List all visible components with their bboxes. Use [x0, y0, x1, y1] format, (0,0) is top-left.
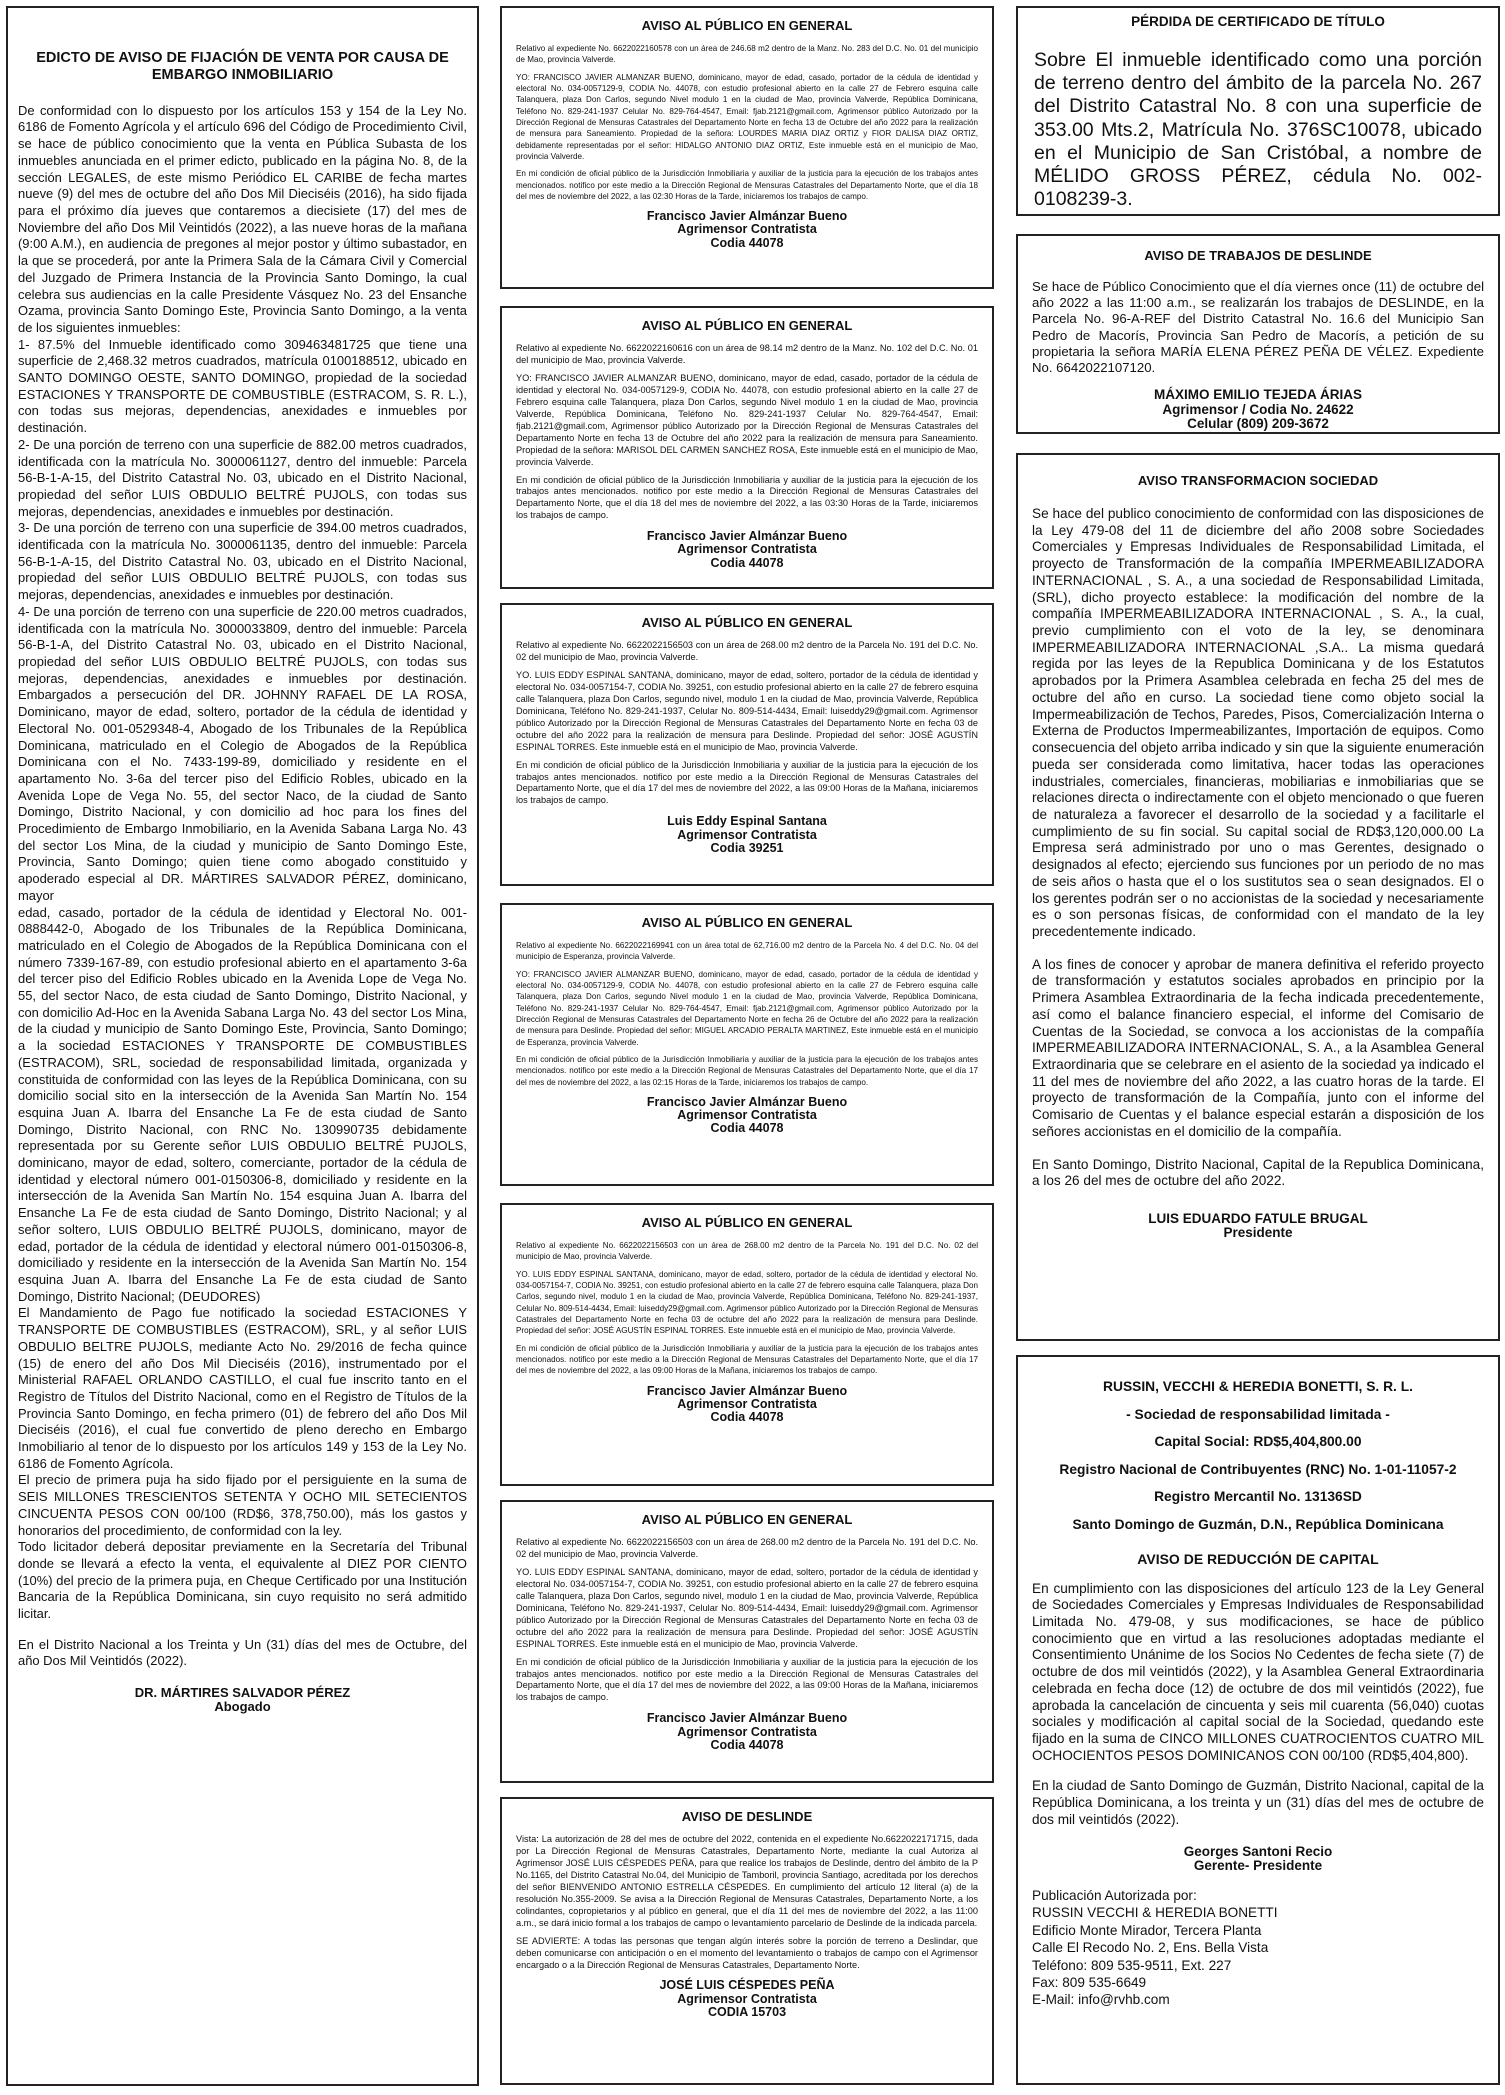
aviso-body	[516, 1834, 978, 1971]
edicto-paragraph: Todo licitador deberá depositar previamente en la Secretaría del Tribunal donde se llevará a efecto la venta, el equivalente al DIEZ POR CIENTO (10%) del precio de la primera puja, en Cheque Certificado por una Institución Bancaria de la República Dominicana, sin cuyo requisito no será admitido licitar.	[18, 1539, 467, 1622]
aviso-title: AVISO DE DESLINDE	[681, 1809, 813, 1824]
transformacion-paragraph: A los fines de conocer y aprobar de manera definitiva el referido proyecto de transformación y estatutos sociales aprobados en principio por la Primera Asamblea Extraordinaria de la fecha indicada precedentemente, así como el balance financiero especial, el informe del Comisario de Cuentas de la Sociedad, se convoca a los accionistas de la compañía IMPERMEABILIZADORA INTERNACIONAL, S. A., a la Asamblea General Extraordinaria que se celebrare en el asiento de la sociedad ya indicado el 11 del mes de noviembre del año 2022, a las cuatro horas de la tarde. El proyecto de transformación de la Compañía, junto con el informe del Comisario de Cuentas y el balance especial estarán a disposición de los señores accionistas en el domicilio de la compañía.	[1032, 956, 1484, 1139]
aviso-title: AVISO AL PÚBLICO EN GENERAL	[641, 318, 853, 333]
aviso-publico-6	[500, 1500, 994, 1783]
signer-name: LUIS EDUARDO FATULE BRUGAL	[1148, 1211, 1368, 1227]
aviso-paragraph: YO: FRANCISCO JAVIER ALMANZAR BUENO, dominicano, mayor de edad, casado, portador de la cédula de identidad y electoral No. 034-0057129-9, CODIA No. 44078, con estudio profesional abierto en la calle 27 de Febrero esquina calle Talanquera, plaza Don Carlos, segundo Nivel modulo 1 en la ciudad de Mao, provincia Valverde, República Dominicana, Teléfono No. 829-241-1937 Celular No. 829-764-4547, Email: fjab.2121@gmail.com, Agrimensor público Autorizado por la Dirección Regional de Mensuras Catastrales del Departamento Norte en fecha 13 de Octubre del año 2022 para la realización de mensura para Saneamiento. Propiedad de la señora: LOURDES MARIA DIAZ ORTIZ y FIOR DALISA DIAZ ORTIZ, debidamente representadas por el señor: HIDALGO ANTONIO DIAZ ORTIZ, Este inmueble está en el municipio de Mao, provincia Valverde.	[516, 72, 978, 161]
signer-role: Agrimensor Contratista	[677, 1724, 817, 1739]
edicto-title: EDICTO DE AVISO DE FIJACIÓN DE VENTA POR CAUSA DE EMBARGO INMOBILIARIO	[36, 50, 449, 84]
aviso-signature	[516, 1712, 978, 1751]
signer-name: Francisco Javier Almánzar Bueno	[646, 1383, 848, 1398]
reduccion-title: AVISO DE REDUCCIÓN DE CAPITAL	[1137, 1550, 1379, 1567]
aviso-paragraph: Relativo al expediente No. 6622022156503 con un área de 268.00 m2 dentro de la Parcela No. 191 del D.C. No. 02 del municipio de Mao, provincia Valverde.	[516, 640, 978, 662]
edicto-notice	[6, 6, 479, 2086]
aviso-title: AVISO AL PÚBLICO EN GENERAL	[641, 915, 853, 930]
signer-codia: Codia 44078	[710, 1737, 784, 1752]
signer-role: Agrimensor Contratista	[677, 1396, 817, 1411]
signer-role: Agrimensor Contratista	[677, 1991, 817, 2006]
signer-codia: CODIA 15703	[707, 2004, 787, 2019]
signer-name: Francisco Javier Almánzar Bueno	[646, 209, 848, 224]
aviso-signature	[516, 530, 978, 569]
reduccion-paragraph: En la ciudad de Santo Domingo de Guzmán, Distrito Nacional, capital de la República Dominicana, a los treinta y un (31) días del mes de octubre de dos mil veintidós (2022).	[1032, 1778, 1484, 1827]
aviso-title: AVISO AL PÚBLICO EN GENERAL	[641, 1215, 853, 1230]
transformacion-paragraph: En Santo Domingo, Distrito Nacional, Capital de la Republica Dominicana, a los 26 del mes de octubre del año 2022.	[1032, 1156, 1484, 1189]
company-name: RUSSIN, VECCHI & HEREDIA BONETTI, S. R. L.	[1103, 1379, 1413, 1394]
signer-name: Luis Eddy Espinal Santana	[667, 814, 827, 829]
aviso-publico-2	[500, 306, 994, 589]
aviso-signature	[516, 210, 978, 249]
aviso-body	[516, 1240, 978, 1377]
aviso-deslinde	[500, 1797, 994, 2085]
aviso-trabajos-deslinde	[1016, 234, 1500, 434]
edicto-signature	[18, 1686, 467, 1713]
company-registry: Registro Mercantil No. 13136SD	[1154, 1489, 1362, 1505]
company-type: - Sociedad de responsabilidad limitada -	[1126, 1406, 1390, 1422]
aviso-publico-3	[500, 603, 994, 886]
aviso-body	[516, 640, 978, 807]
signer-name: Francisco Javier Almánzar Bueno	[646, 1094, 848, 1109]
signer-codia: Codia 44078	[710, 555, 784, 570]
aviso-signature	[516, 1096, 978, 1135]
signer-role: Agrimensor Contratista	[677, 827, 817, 842]
aviso-body	[516, 1537, 978, 1704]
company-rnc: Registro Nacional de Contribuyentes (RNC) No. 1-01-11057-2	[1059, 1461, 1457, 1477]
aviso-body	[516, 43, 978, 202]
signer-role: Presidente	[1223, 1225, 1293, 1241]
perdida-certificado	[1016, 6, 1500, 216]
deslinde-text: Se hace de Público Conocimiento que el día viernes once (11) de octubre del año 2022 a las 11:00 a.m., se realizarán los trabajos de DESLINDE, en la Parcela No. 96-A-REF del Distrito Catastral No. 16.6 del Municipio San Pedro de Macorís, Provincia San Pedro de Macorís, a petición de su propietaria la señora MARÍA ELENA PÉREZ PEÑA DE VÉLEZ. Expediente No. 6642022107120.	[1032, 279, 1484, 376]
aviso-reduccion-capital	[1016, 1355, 1500, 2085]
edicto-paragraph: De conformidad con lo dispuesto por los artículos 153 y 154 de la Ley No. 6186 de Fomento Agrícola y el artículo 696 del Código de Procedimiento Civil, se hace de público conocimiento que la venta en Pública Subasta de los inmuebles anunciada en el primer edicto, publicado en la página No. 8, de la sección LEGALES, de este mismo Periódico EL CARIBE de fecha martes nueve (9) del mes de octubre del año Dos Mil Dieciséis (2016), ha sido fijada para el próximo día jueves que contaremos a diecisiete (17) del mes de Noviembre del año Dos Mil Veintidós (2022), a las nueve horas de la mañana (9:00 A.M.), en audiencia de pregones al mejor postor y último subastador, en la que se procederá, por ante la Primera Sala de la Cámara Civil y Comercial del Juzgado de Primera Instancia de la Provincia Santo Domingo, la cual celebra sus audiencias en la calle Presidente Vásquez No. 23 del Ensanche Ozama, provincia Santo Domingo Este, Provincia Santo Domingo, a la venta de los siguientes inmuebles:	[18, 102, 467, 335]
edicto-paragraph: El precio de primera puja ha sido fijado por el persiguiente en la suma de SEIS MILLONES TRESCIENTOS SETENTA Y OCHO MIL SETECIENTOS CINCUENTA PESOS CON 00/100 (RD$6, 378,750.00), más los gastos y honorarios del procedimiento, de conformidad con la ley.	[18, 1472, 467, 1538]
aviso-body	[516, 343, 978, 522]
aviso-signature	[516, 1979, 978, 2018]
aviso-signature	[516, 815, 978, 854]
footer-line: Fax: 809 535-6649	[1032, 1974, 1147, 1990]
transformacion-signature	[1032, 1212, 1484, 1240]
aviso-paragraph: En mi condición de oficial público de la Jurisdicción Inmobiliaria y auxiliar de la justicia para la ejecución de los trabajos antes mencionados. notifico por este medio a la Dirección Regional de Mensuras Catastrales del Departamento Norte, que el día 18 del mes de noviembre del 2022, a las 02:30 Horas de la Tarde, iniciaremos los trabajos de campo.	[516, 169, 978, 201]
reduccion-body	[1032, 1581, 1484, 1829]
signer-phone: Celular (809) 209-3672	[1187, 415, 1329, 431]
edicto-paragraph: 1- 87.5% del Inmueble identificado como 309463481725 que tiene una superficie de 2,468.32 metros cuadrados, matrícula 0100188512, ubicado en SANTO DOMINGO OESTE, SANTO DOMINGO, propiedad de la sociedad ESTACIONES Y TRANSPORTE DE COMBUSTIBLE (ESTRACOM, S. R. L.), con todas sus mejoras, dependencias, anexidades e inmuebles por destinación.	[18, 336, 467, 436]
aviso-title: AVISO AL PÚBLICO EN GENERAL	[641, 615, 853, 630]
aviso-paragraph: Relativo al expediente No. 6622022160578 con un área de 246.68 m2 dentro de la Manz. No. 283 del D.C. No. 01 del municipio de Mao, provincia Valverde.	[516, 44, 978, 65]
aviso-paragraph: En mi condición de oficial público de la Jurisdicción Inmobiliaria y auxiliar de la justicia para la ejecución de los trabajos antes mencionados. notifico por este medio a la Dirección Regional de Mensuras Catastrales del Departamento Norte, que el día 17 del mes de noviembre del 2022, a las 09:00 Horas de la Mañana, iniciaremos los trabajos de campo.	[516, 1656, 978, 1703]
aviso-paragraph: En mi condición de oficial público de la Jurisdicción Inmobiliaria y auxiliar de la justicia para la ejecución de los trabajos antes mencionados. notifico por este medio a la Dirección Regional de Mensuras Catastrales del Departamento Norte, que el día 18 del mes de noviembre del 2022, a las 03:30 Horas de la Tarde, iniciaremos los trabajos de campo.	[516, 474, 978, 521]
aviso-title: AVISO AL PÚBLICO EN GENERAL	[641, 18, 853, 33]
signer-codia: Codia 44078	[710, 235, 784, 250]
aviso-paragraph: YO. LUIS EDDY ESPINAL SANTANA, dominicano, mayor de edad, soltero, portador de la cédula de identidad y electoral No. 034-0057154-7, CODIA No. 39251, con estudio profesional abierto en la calle 27 de febrero esquina calle Talanquera, plaza Don Carlos, segundo nivel, modulo 1 en la ciudad de Mao, provincia Valverde, República Dominicana, Teléfono No. 829-241-1937, Celular No. 809-514-4434, Email: luiseddy29@gmail.com. Agrimensor público Autorizado por la Dirección Regional de Mensuras Catastrales del Departamento Norte en fecha 03 de octubre del año 2022 para la realización de mensura para Deslinde. Propiedad del señor: JOSÉ AGUSTÍN ESPINAL TORRES. Este inmueble está en el municipio de Mao, provincia Valverde.	[516, 1566, 978, 1649]
transformacion-paragraph: Se hace del publico conocimiento de conformidad con las disposiciones de la Ley 479-08 del 11 de diciembre del año 2008 sobre Sociedades Comerciales y Empresas Individuales de Responsabilidad Limitada, el proyecto de Transformación de la compañía IMPERMEABILIZADORA INTERNACIONAL , S. A., a una sociedad de Responsabilidad Limitada, (SRL), dicho proyecto establece: la modificación del nombre de la compañía IMPERMEABILIZADORA INTERNACIONAL , S. A., la cual, previo cumplimiento con el voto de la ley, se denominara IMPERMEABILIZADORA INTERNACIONAL ,S.A.. La misma quedará regida por las leyes de la Republica Dominicana y de los Estatutos aprobados por la Primera Asamblea celebrada en fecha 25 del mes de octubre del año en curso. La sociedad tiene como objeto social la Impermeabilización de Techos, Paredes, Pisos, Comercialización Interna o Externa de Productos Impermeabilizantes, Importación de equipos. Como consecuencia del objeto arriba indicado y sin que la siguiente enumeración pueda ser considerada como limitativa, hacer todas las operaciones industriales, comerciales, financieras, mobiliarias e inmobiliarias que se relaciones directa o indirectamente con el objeto mencionado o que fueren de naturaleza a favorecer el desarrollo de la sociedad y a facilitarle el cumplimiento de su fin social. Su capital social de RD$3,120,000.00 La Empresa será administrado por uno o mas Gerentes, designado o designados al efecto; ejerciendo sus funciones por un periodo de no mas de seis años o hasta que el o los sustitutos sea o sean designados. El o los gerentes podrán ser o no accionistas de la sociedad y necesariamente es o son personas físicas, de conformidad con el mandato de la ley precedentemente indicado.	[1032, 506, 1484, 939]
aviso-body	[516, 940, 978, 1088]
aviso-publico-5	[500, 1203, 994, 1486]
signer-role: Gerente- Presidente	[1193, 1857, 1323, 1873]
aviso-paragraph: YO: FRANCISCO JAVIER ALMANZAR BUENO, dominicano, mayor de edad, casado, portador de la cédula de identidad y electoral No. 034-0057129-9, CODIA No. 44078, con estudio profesional abierto en la calle 27 de Febrero esquina calle Talanquera, plaza Don Carlos, segundo Nivel modulo 1 en la ciudad de Mao, provincia Valverde, República Dominicana, Teléfono No. 829-241-1937 Celular No. 829-764-4547, Email: fjab.2121@gmail.com, Agrimensor público Autorizado por la Dirección Regional de Mensuras Catastrales del Departamento Norte en fecha 26 de Octubre del año 2022 para la realización de mensura para Deslinde. Propiedad del señor: MIGUEL ARCADIO PERALTA MARTINEZ, Este inmueble está en el municipio de Esperanza, provincia Valverde.	[516, 969, 978, 1047]
aviso-paragraph: En mi condición de oficial público de la Jurisdicción Inmobiliaria y auxiliar de la justicia para la ejecución de los trabajos antes mencionados. notifico por este medio a la Dirección Regional de Mensuras Catastrales del Departamento Norte, que el día 17 del mes de noviembre del 2022, a las 09:00 Horas de la Mañana, iniciaremos los trabajos de campo.	[516, 759, 978, 806]
aviso-paragraph: Vista: La autorización de 28 del mes de octubre del 2022, contenida en el expediente No.6622022171715, dada por La Dirección Regional de Mensuras Catastrales, Departamento Norte, mediante la cual Autoriza al Agrimensor JOSÉ LUIS CÉSPEDES PEÑA, para que realice los trabajos de Deslinde, dentro del ámbito de la P No.1165, del Distrito Catastral No.04, del Municipio de Tamboril, provincia Santiago, acreditada por los derechos del señor BIENVENIDO ANTONIO ESTRELLA CÉSPEDES. En cumplimiento del artículo 12 literal (a) de la resolución No.355-2009. Se avisa a la Dirección Regional de Mensuras Catastrales, Departamento Norte, a los colindantes, copropietarios y al público en general, que el día 11 del mes de noviembre del 2022, a las 11:00 a.m., se dará inicio formal a los trabajos de campo o levantamiento parcelario de Deslinde de la indicada parcela.	[516, 1834, 978, 1928]
footer-line: Edificio Monte Mirador, Tercera Planta	[1032, 1922, 1262, 1938]
signer-name: Francisco Javier Almánzar Bueno	[646, 529, 848, 544]
edicto-paragraph: 2- De una porción de terreno con una superficie de 882.00 metros cuadrados, identificada con la matrícula No. 3000061127, dentro del inmueble: Parcela 56-B-1-A-15, del Distrito Catastral No. 03, ubicado en el Distrito Nacional, propiedad del señor LUIS OBDULIO BELTRÉ PUJOLS, con todas sus mejoras, dependencias, anexidades e inmuebles por destinación.	[18, 436, 467, 519]
aviso-paragraph: Relativo al expediente No. 6622022169941 con un área total de 62,716.00 m2 dentro de la Parcela No. 4 del D.C. No. 04 del municipio de Esperanza, provincia Valverde.	[516, 941, 978, 962]
aviso-signature	[516, 1385, 978, 1424]
aviso-title: AVISO AL PÚBLICO EN GENERAL	[641, 1512, 853, 1527]
publication-info	[1032, 1887, 1484, 2009]
transformacion-title: AVISO TRANSFORMACION SOCIEDAD	[1137, 473, 1379, 488]
aviso-paragraph: Relativo al expediente No. 6622022156503 con un área de 268.00 m2 dentro de la Parcela No. 191 del D.C. No. 02 del municipio de Mao, provincia Valverde.	[516, 1241, 978, 1262]
edicto-paragraph: El Mandamiento de Pago fue notificado la sociedad ESTACIONES Y TRANSPORTE DE COMBUSTIBLES (ESTRACOM), SRL, y al señor LUIS OBDULIO BELTRE PUJOLS, mediante Acto No. 29/2016 de fecha quince (15) de enero del año Dos Mil Dieciséis (2016), instrumentado por el Ministerial RAFAEL ORLANDO CASTILLO, el cual fue inscrito tanto en el Registro de Títulos del Distrito Nacional, como en el Registro de Títulos de la Provincia Santo Domingo, en fecha primero (01) de febrero del año Dos Mil Dieciséis (2016), el cual fue convertido de pleno derecho en Embargo Inmobiliario al tenor de lo dispuesto por los artículos 149 y 153 de la Ley No. 6186 de Fomento Agrícola.	[18, 1305, 467, 1471]
edicto-closing: En el Distrito Nacional a los Treinta y Un (31) días del mes de Octubre, del año Dos Mil Veintidós (2022).	[18, 1636, 467, 1669]
signer-role: Agrimensor Contratista	[677, 1108, 817, 1123]
perdida-text: Sobre El inmueble identificado como una porción de terreno dentro del ámbito de la parcela No. 267 del Distrito Catastral No. 8 con una superficie de 353.00 Mts.2, Matrícula No. 376SC10078, ubicado en el Municipio de San Cristóbal, a nombre de MÉLIDO GROSS PÉREZ, cédula No. 002-0108239-3.	[1034, 49, 1482, 211]
aviso-paragraph: Relativo al expediente No. 6622022156503 con un área de 268.00 m2 dentro de la Parcela No. 191 del D.C. No. 02 del municipio de Mao, provincia Valverde.	[516, 1537, 978, 1559]
aviso-paragraph: En mi condición de oficial público de la Jurisdicción Inmobiliaria y auxiliar de la justicia para la ejecución de los trabajos antes mencionados. notifico por este medio a la Dirección Regional de Mensuras Catastrales del Departamento Norte, que el día 17 del mes de noviembre del 2022, a las 09:00 Horas de la Mañana, iniciaremos los trabajos de campo.	[516, 1343, 978, 1376]
footer-email: E-Mail: info@rvhb.com	[1032, 1992, 1170, 2008]
reduccion-signature	[1032, 1845, 1484, 1873]
aviso-paragraph: YO. LUIS EDDY ESPINAL SANTANA, dominicano, mayor de edad, soltero, portador de la cédula de identidad y electoral No. 034-0057154-7, CODIA No. 39251, con estudio profesional abierto en la calle 27 de febrero esquina calle Talanquera, plaza Don Carlos, segundo nivel, modulo 1 en la ciudad de Mao, provincia Valverde, República Dominicana, Teléfono No. 829-241-1937, Celular No. 809-514-4434, Email: luiseddy29@gmail.com. Agrimensor público Autorizado por la Dirección Regional de Mensuras Catastrales del Departamento Norte en fecha 03 de octubre del año 2022 para la realización de mensura para Deslinde. Propiedad del señor: JOSÉ AGUSTÍN ESPINAL TORRES. Este inmueble está en el municipio de Mao, provincia Valverde.	[516, 669, 978, 752]
signer-name: JOSÉ LUIS CÉSPEDES PEÑA	[659, 1978, 835, 1993]
signer-codia: Codia 44078	[710, 1121, 784, 1136]
signer-codia: Codia 39251	[710, 840, 784, 855]
aviso-paragraph: YO. LUIS EDDY ESPINAL SANTANA, dominicano, mayor de edad, soltero, portador de la cédula de identidad y electoral No. 034-0057154-7, CODIA No. 39251, con estudio profesional abierto en la calle 27 de febrero esquina calle Talanquera, plaza Don Carlos, segundo nivel, modulo 1 en la ciudad de Mao, provincia Valverde, República Dominicana, Teléfono No. 829-241-1937, Celular No. 809-514-4434, Email: luiseddy29@gmail.com. Agrimensor público Autorizado por la Dirección Regional de Mensuras Catastrales del Departamento Norte en fecha 03 de octubre del año 2022 para la realización de mensura para Deslinde. Propiedad del señor: JOSÉ AGUSTÍN ESPINAL TORRES. Este inmueble está en el municipio de Mao, provincia Valverde.	[516, 1269, 978, 1336]
aviso-paragraph: En mi condición de oficial público de la Jurisdicción Inmobiliaria y auxiliar de la justicia para la ejecución de los trabajos antes mencionados. notifico por este medio a la Dirección Regional de Mensuras Catastrales del Departamento Norte, que el día 17 del mes de noviembre del 2022, a las 02:15 Horas de la Tarde, iniciaremos los trabajos de campo.	[516, 1054, 978, 1087]
aviso-publico-4	[500, 903, 994, 1186]
company-capital: Capital Social: RD$5,404,800.00	[1154, 1434, 1362, 1450]
signer-role: Agrimensor Contratista	[677, 542, 817, 557]
aviso-publico-1	[500, 6, 994, 289]
edicto-body	[18, 103, 467, 1623]
footer-line: Teléfono: 809 535-9511, Ext. 227	[1032, 1957, 1232, 1973]
deslinde-signature	[1032, 388, 1484, 431]
perdida-title: PÉRDIDA DE CERTIFICADO DE TÍTULO	[1131, 14, 1385, 29]
signer-role: Agrimensor / Codia No. 24622	[1162, 401, 1354, 417]
aviso-paragraph: SE ADVIERTE: A todas las personas que tengan algún interés sobre la porción de terreno a Deslindar, que deben comunicarse con anticipación o en el momento del levantamiento o trabajos de campo con el Agrimensor encargado o a la Dirección Regional de Mensuras Catastrales, Departamento Norte.	[516, 1935, 978, 1970]
footer-line: RUSSIN VECCHI & HEREDIA BONETTI	[1032, 1905, 1278, 1921]
deslinde-title: AVISO DE TRABAJOS DE DESLINDE	[1144, 248, 1372, 263]
company-header	[1032, 1373, 1484, 1539]
edicto-paragraph: 4- De una porción de terreno con una superficie de 220.00 metros cuadrados, identificada con la matrícula No. 3000033809, dentro del inmueble: Parcela 56-B-1-A, del Distrito Catastral No. 03, ubicado en el Distrito Nacional, propiedad del señor LUIS OBDULIO BELTRÉ PUJOLS, con todas sus mejoras, dependencias, anexidades e inmuebles por destinación. Embargados a persecución del DR. JOHNNY RAFAEL DE LA ROSA, Dominicano, mayor de edad, soltero, portador de la cédula de identidad y Electoral No. 001-0529348-4, Abogado de los Tribunales de la República Dominicana, matriculado en el Colegio de Abogados de la República Dominicana con el No. 7433-199-89, domiciliado y residente en el apartamento No. 3-6a del tercer piso del Edificio Robles, ubicado en la Avenida Lope de Vega No. 55, del sector Naco, de la ciudad de Santo Domingo, Distrito Nacional, y con domicilio ad hoc para los fines del Procedimiento de Embargo Inmobiliario, en la Avenida Sabana Larga No. 43 del sector Los Mina, de la ciudad y municipio de Santo Domingo Este, Provincia, Santo Domingo; quien tiene como abogado constituido y apoderado especial al DR. MÁRTIRES SALVADOR PÉREZ, dominicano, mayor	[18, 603, 467, 903]
aviso-paragraph: YO: FRANCISCO JAVIER ALMANZAR BUENO, dominicano, mayor de edad, casado, portador de la cédula de identidad y electoral No. 034-0057129-9, CODIA No. 44078, con estudio profesional abierto en la calle 27 de Febrero esquina calle Talanquera, plaza Don Carlos, segundo Nivel modulo 1 en la ciudad de Mao, provincia Valverde, República Dominicana, Teléfono No. 829-241-1937 Celular No. 829-764-4547, Email: fjab.2121@gmail.com, Agrimensor público Autorizado por la Dirección Regional de Mensuras Catastrales del Departamento Norte en fecha 13 de Octubre del año 2022 para la realización de mensura para Saneamiento. Propiedad de la señora: MARISOL DEL CARMEN SANCHEZ ROSA, Este inmueble está en el municipio de Mao, provincia Valverde.	[516, 372, 978, 467]
company-location: Santo Domingo de Guzmán, D.N., República Dominicana	[1072, 1516, 1444, 1532]
signer-codia: Codia 44078	[710, 1409, 784, 1424]
aviso-transformacion	[1016, 453, 1500, 1341]
transformacion-body	[1032, 506, 1484, 1190]
edicto-paragraph: edad, casado, portador de la cédula de identidad y Electoral No. 001-0888442-0, Abogado de los Tribunales de la República Dominicana, matriculado en el Colegio de Abogados de la República Dominicana con el número 7339-167-89, con estudio profesional abierto en el apartamento 3-6a del tercer piso del Edificio Robles ubicado en la Avenida Lope de Vega No. 55, del sector Naco, de esta ciudad de Santo Domingo, Distrito Nacional, y con domicilio Ad-Hoc en la Avenida Sabana Larga No. 43 del sector Los Mina, de la ciudad y municipio de Santo Domingo Este, Provincia, Santo Domingo; a la sociedad ESTACIONES Y TRANSPORTE DE COMBUSTIBLES (ESTRACOM), SRL, sociedad de responsabilidad limitada, organizada y constituida de conformidad con las leyes de la República Dominicana, con su domicilio social sito en la intersección de la Avenida San Martín No. 154 esquina Juan A. Ibarra del Ensanche La Fe de esta ciudad de Santo Domingo, Distrito Nacional, con RNC No. 130990735 debidamente representada por su Gerente señor LUIS OBDULIO BELTRÉ PUJOLS, dominicano, mayor de edad, soltero, comerciante, portador de la cédula de identidad y electoral número 001-0150306-8, domiciliado y residente en la intersección de la Avenida San Martín No. 154 esquina Juan A. Ibarra del Ensanche La Fe de esta ciudad de Santo Domingo, Distrito Nacional; y al señor soltero, LUIS OBDULIO BELTRÉ PUJOLS, dominicano, mayor de edad, portador de la cédula de identidad y electoral número 001-0150306-8, domiciliado y residente en la intersección de la Avenida San Martín No. 154 esquina Juan A. Ibarra del Ensanche La Fe de esta ciudad de Santo Domingo, Distrito Nacional; (DEUDORES)	[18, 904, 467, 1304]
signer-name: Georges Santoni Recio	[1183, 1843, 1333, 1859]
signer-name: Francisco Javier Almánzar Bueno	[646, 1711, 848, 1726]
signer-role: Agrimensor Contratista	[677, 222, 817, 237]
signer-role: Abogado	[214, 1698, 271, 1714]
edicto-paragraph: 3- De una porción de terreno con una superficie de 394.00 metros cuadrados, identificada con la matrícula No. 3000061135, dentro del inmueble: Parcela 56-B-1-A-15, del Distrito Catastral No. 03, ubicado en el Distrito Nacional, propiedad del señor LUIS OBDULIO BELTRÉ PUJOLS, con todas sus mejoras, dependencias, anexidades e inmuebles por destinación.	[18, 520, 467, 603]
signer-name: MÁXIMO EMILIO TEJEDA ÁRIAS	[1153, 387, 1362, 403]
footer-line: Publicación Autorizada por:	[1032, 1887, 1197, 1903]
signer-name: DR. MÁRTIRES SALVADOR PÉREZ	[134, 1685, 351, 1701]
footer-line: Calle El Recodo No. 2, Ens. Bella Vista	[1032, 1940, 1269, 1956]
reduccion-paragraph: En cumplimiento con las disposiciones del artículo 123 de la Ley General de Sociedades Comerciales y Empresas Individuales de Responsabilidad Limitada No. 479-08, y sus modificaciones, se hace de público conocimiento que en virtud a las resoluciones adoptadas mediante el Consentimiento Unánime de los Socios No Cedentes de fecha siete (7) de octubre de dos mil veintidós (2022), y la Asamblea General Extraordinaria celebrada en fecha doce (12) de octubre de dos mil veintidós (2022), fue aprobada la cancelación de cincuenta y seis mil cuarenta (56,040) cuotas sociales y modificación al capital social de la Sociedad, quedando este fijado en la suma de CINCO MILLONES CUATROCIENTOS CUATRO MIL OCHOCIENTOS PESOS DOMINICANOS CON 00/100 (RD$5,404,800).	[1032, 1580, 1484, 1763]
aviso-paragraph: Relativo al expediente No. 6622022160616 con un área de 98.14 m2 dentro de la Manz. No. 102 del D.C. No. 01 del municipio de Mao, provincia Valverde.	[516, 343, 978, 365]
